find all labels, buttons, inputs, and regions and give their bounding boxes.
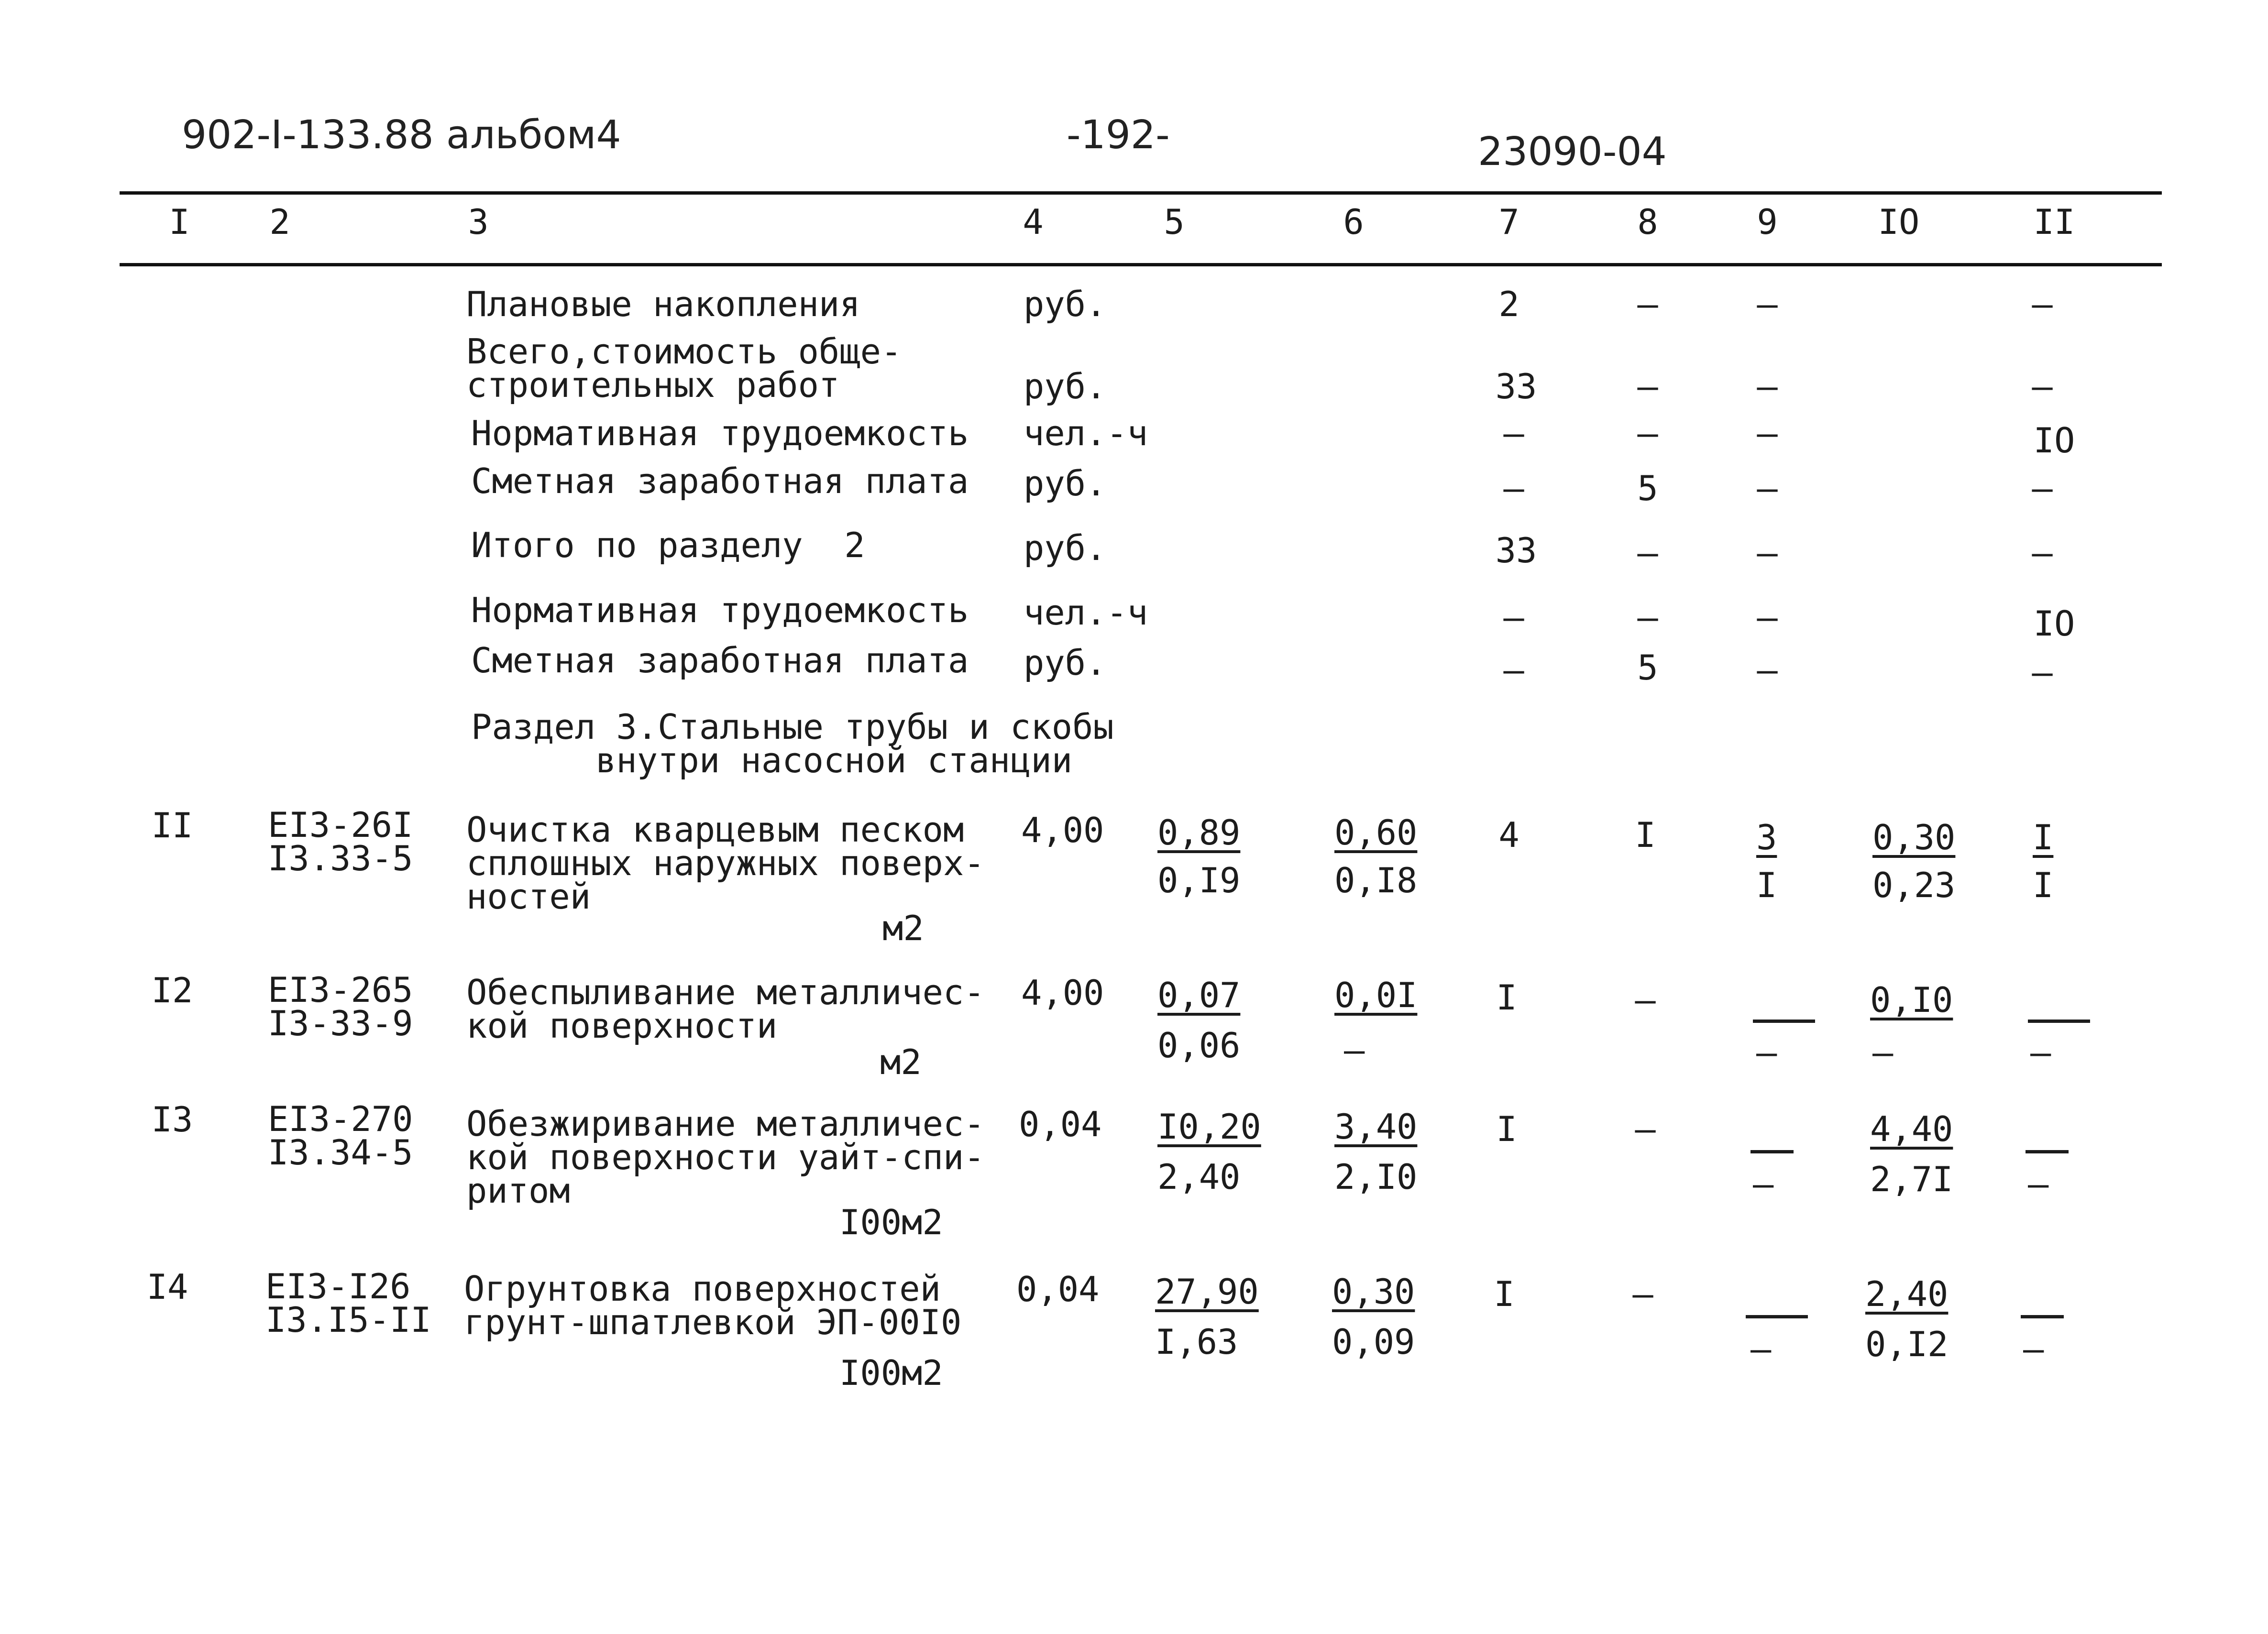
summary-unit: руб.	[1024, 463, 1107, 504]
item-col10-bottom: –	[1872, 1032, 1894, 1073]
item-description: Обеспыливание металличес- кой поверхности	[466, 972, 985, 1046]
summary-col9: –	[1757, 413, 1778, 453]
item-col6-top: 0,60	[1334, 812, 1418, 853]
summary-name: Нормативная трудоемкость	[471, 590, 969, 630]
item-quantity: 4,00	[1021, 810, 1104, 850]
summary-col11: –	[2032, 284, 2053, 324]
summary-col11: –	[2032, 652, 2053, 692]
summary-col8: 5	[1637, 468, 1658, 508]
item-col6-top: 3,40	[1334, 1107, 1418, 1147]
column-header-3: 3	[468, 202, 489, 242]
column-header-7: 7	[1498, 202, 1519, 242]
item-col10-top: 2,40	[1865, 1274, 1949, 1314]
item-quantity: 0,04	[1016, 1269, 1100, 1309]
item-col6-bottom: –	[1344, 1030, 1365, 1070]
summary-col11: IO	[2033, 420, 2075, 461]
summary-unit: чел.-ч	[1024, 413, 1148, 453]
page-number: -192-	[1067, 112, 1170, 158]
summary-unit: руб.	[1024, 528, 1107, 568]
column-header-8: 8	[1637, 202, 1658, 242]
summary-name: Нормативная трудоемкость	[471, 413, 969, 453]
column-header-11: II	[2033, 202, 2075, 242]
item-col8: –	[1635, 1109, 1656, 1149]
item-col5-bottom: I,63	[1155, 1322, 1238, 1362]
summary-unit: руб.	[1024, 643, 1107, 683]
item-col9-bottom: –	[1756, 1032, 1777, 1073]
item-col10-bottom: 2,7I	[1870, 1159, 1953, 1199]
item-col11-bottom: –	[2028, 1164, 2049, 1204]
column-header-4: 4	[1023, 202, 1044, 242]
item-description: Огрунтовка поверхностей грунт-шпатлевкой ЭП-00I0	[464, 1269, 962, 1342]
item-col9-top: 3	[1756, 817, 1777, 857]
item-col6-top: 0,30	[1332, 1272, 1415, 1312]
summary-col7: 33	[1495, 530, 1537, 570]
section-title: Раздел 3.Стальные трубы и скобы внутри насосной станции	[471, 707, 1114, 780]
item-col5-bottom: 0,06	[1157, 1025, 1241, 1065]
item-col10-top: 0,30	[1872, 817, 1956, 857]
item-col10-top: 4,40	[1870, 1109, 1953, 1149]
item-unit: м2	[882, 908, 924, 948]
item-col8: I	[1635, 815, 1656, 855]
item-col6-bottom: 2,I0	[1334, 1157, 1418, 1197]
item-description: Очистка кварцевым песком сплошных наружных поверх- ностей	[466, 810, 985, 917]
item-col8: –	[1632, 1274, 1653, 1314]
summary-col11: IO	[2033, 603, 2075, 644]
item-col9-bottom: I	[1756, 865, 1777, 905]
summary-name: Сметная заработная плата	[471, 461, 969, 501]
item-quantity: 4,00	[1021, 973, 1104, 1013]
item-code: EI3-270 I3.34-5	[268, 1099, 413, 1173]
item-col10-top: 0,I0	[1870, 980, 1953, 1020]
summary-unit: чел.-ч	[1024, 592, 1148, 633]
summary-col9: –	[1757, 597, 1778, 637]
summary-col8: –	[1637, 413, 1658, 453]
summary-col11: –	[2032, 366, 2053, 406]
document-code: 23090-04	[1478, 129, 1667, 175]
column-header-9: 9	[1757, 202, 1778, 242]
item-col11-fraction-bar	[2028, 1020, 2090, 1023]
item-col9-fraction-bar	[1751, 1150, 1794, 1153]
item-code: EI3-I26 I3.I5-II	[265, 1266, 431, 1340]
item-number: I2	[151, 970, 193, 1010]
summary-col7: 33	[1495, 366, 1537, 406]
summary-col7: –	[1503, 650, 1524, 690]
item-col11-bottom: I	[2033, 865, 2054, 905]
summary-col8: –	[1637, 366, 1658, 406]
item-col11-bottom: –	[2023, 1329, 2044, 1369]
summary-name: Плановые накопления	[466, 284, 860, 324]
summary-col8: –	[1637, 284, 1658, 324]
table-top-rule	[120, 191, 2162, 195]
item-unit: м2	[880, 1042, 922, 1082]
summary-col7: –	[1503, 413, 1524, 453]
item-col6-top: 0,0I	[1334, 975, 1418, 1015]
item-unit: I00м2	[839, 1202, 943, 1242]
item-col5-bottom: 2,40	[1157, 1157, 1241, 1197]
item-col8: –	[1635, 980, 1656, 1020]
item-col7: 4	[1498, 815, 1519, 855]
summary-col8: 5	[1637, 647, 1658, 688]
summary-col7: –	[1503, 468, 1524, 508]
summary-name: Сметная заработная плата	[471, 640, 969, 680]
item-col9-bottom: –	[1751, 1329, 1772, 1369]
summary-col8: –	[1637, 597, 1658, 637]
item-col10-bottom: 0,23	[1872, 865, 1956, 905]
item-col9-fraction-bar	[1753, 1020, 1815, 1023]
summary-col7: –	[1503, 597, 1524, 637]
item-col6-bottom: 0,I8	[1334, 860, 1418, 900]
item-col5-bottom: 0,I9	[1157, 860, 1241, 900]
project-code: 902-I-133.88 альбом4	[182, 112, 621, 158]
item-col5-top: I0,20	[1157, 1107, 1261, 1147]
summary-col9: –	[1757, 284, 1778, 324]
item-col11-top: I	[2033, 817, 2054, 857]
item-number: I3	[151, 1099, 193, 1140]
item-col5-top: 0,07	[1157, 975, 1241, 1015]
item-col5-top: 27,90	[1155, 1272, 1259, 1312]
item-col10-bottom: 0,I2	[1865, 1324, 1949, 1364]
column-header-5: 5	[1164, 202, 1185, 242]
column-header-2: 2	[269, 202, 290, 242]
summary-col9: –	[1757, 468, 1778, 508]
column-header-6: 6	[1343, 202, 1364, 242]
item-col11-fraction-bar	[2021, 1315, 2064, 1318]
item-col9-fraction-bar	[1746, 1315, 1808, 1318]
summary-col9: –	[1757, 650, 1778, 690]
summary-col7: 2	[1498, 284, 1519, 324]
summary-unit: руб.	[1024, 366, 1107, 406]
summary-name: Всего,стоимость обще- строительных работ	[466, 331, 902, 405]
item-description: Обезжиривание металличес- кой поверхности уайт-спи- ритом	[466, 1104, 985, 1211]
item-quantity: 0,04	[1019, 1104, 1102, 1144]
item-col6-bottom: 0,09	[1332, 1322, 1415, 1362]
summary-name: Итого по разделу 2	[471, 525, 865, 565]
summary-col11: –	[2032, 533, 2053, 573]
item-code: EI3-26I I3.33-5	[268, 805, 413, 878]
summary-col9: –	[1757, 533, 1778, 573]
column-header-10: IO	[1878, 202, 1920, 242]
item-col7: I	[1496, 977, 1517, 1018]
item-unit: I00м2	[839, 1353, 943, 1393]
item-col5-top: 0,89	[1157, 812, 1241, 853]
item-number: II	[151, 805, 193, 845]
item-number: I4	[146, 1267, 188, 1307]
header-bottom-rule	[120, 263, 2162, 266]
summary-unit: руб.	[1024, 284, 1107, 324]
summary-col11: –	[2032, 468, 2053, 508]
summary-col9: –	[1757, 366, 1778, 406]
item-col11-fraction-bar	[2026, 1150, 2069, 1153]
item-col9-bottom: –	[1753, 1164, 1774, 1204]
item-code: EI3-265 I3-33-9	[268, 970, 413, 1043]
item-col7: I	[1494, 1274, 1515, 1314]
item-col7: I	[1496, 1109, 1517, 1149]
item-col11-bottom: –	[2030, 1032, 2051, 1073]
summary-col8: –	[1637, 533, 1658, 573]
column-header-1: I	[169, 202, 190, 242]
